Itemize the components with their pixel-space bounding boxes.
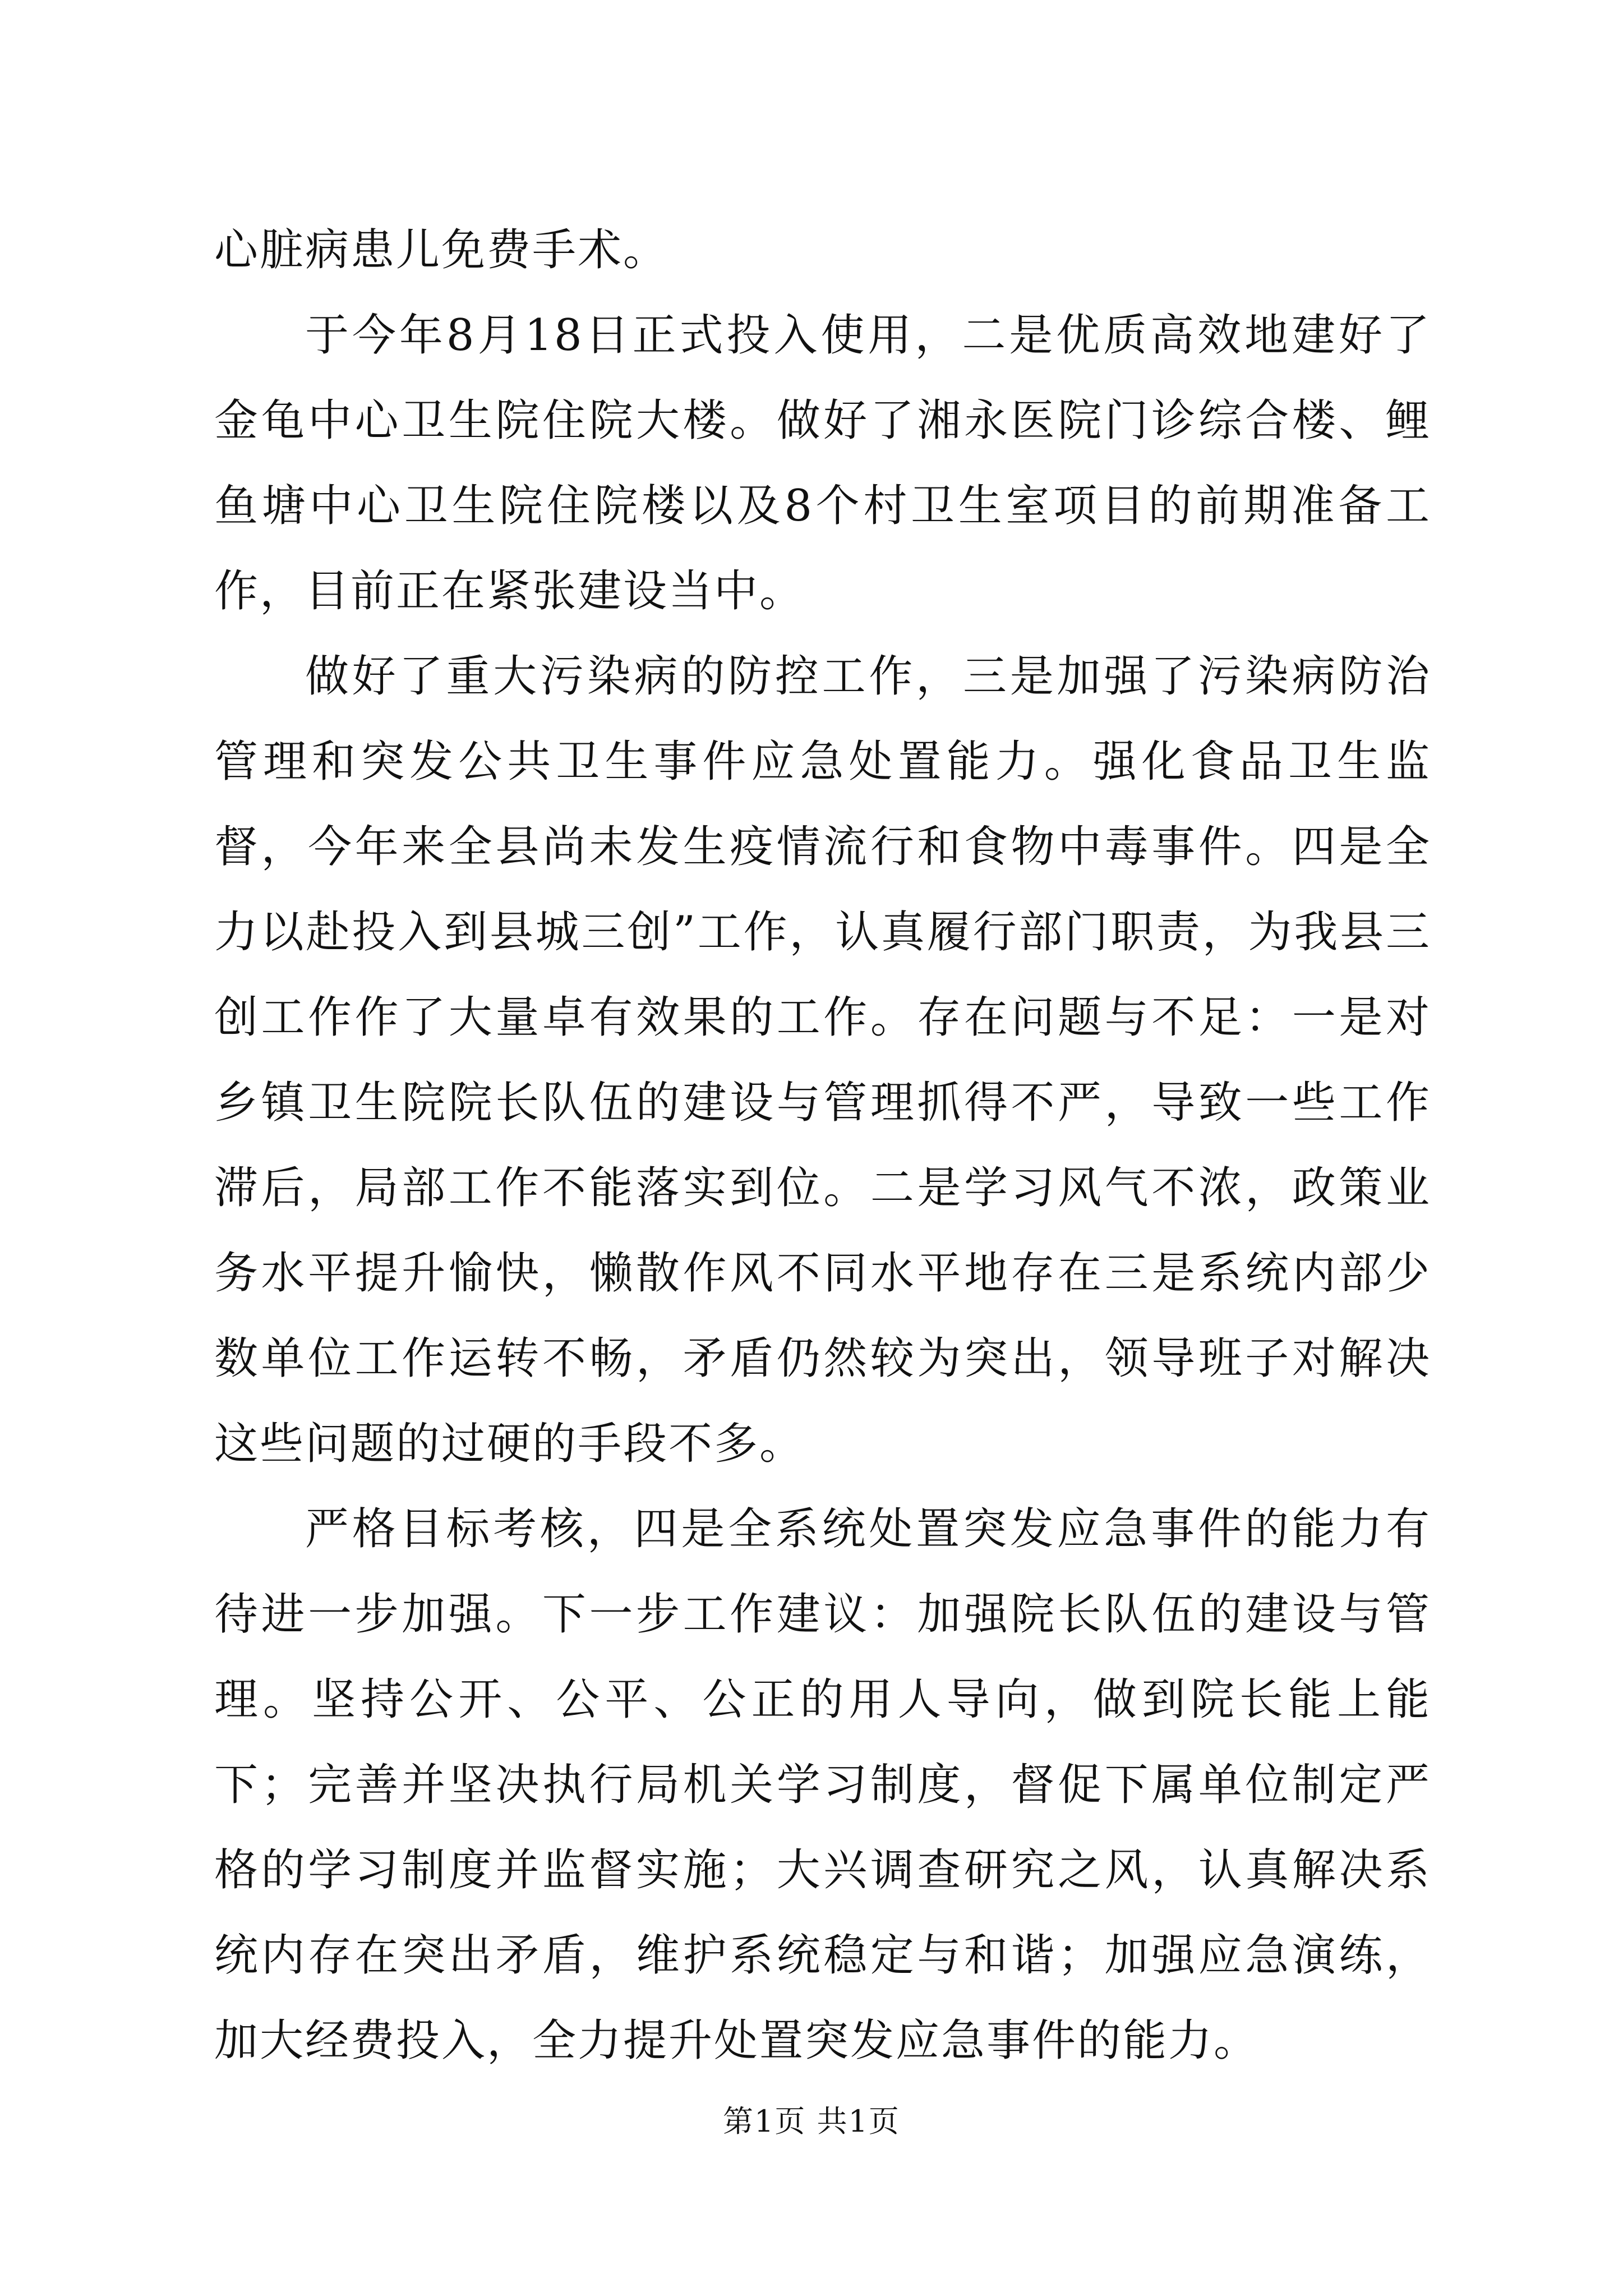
page-number-footer: 第1页 共1页 — [723, 2104, 900, 2139]
paragraph-2: 于今年8月18日正式投入使用，二是优质高效地建好了金龟中心卫生院住院大楼。做好了湘永医院门诊综合楼、鲤鱼塘中心卫生院住院楼以及8个村卫生室项目的前期准备工作，目前正在紧张建设当中。 — [214, 310, 1431, 616]
paragraph-4: 严格目标考核，四是全系统处置突发应急事件的能力有待进一步加强。下一步工作建议：加强院长队伍的建设与管理。坚持公开、公平、公正的用人导向，做到院长能上能下；完善并坚决执行局机关学习制度，督促下属单位制定严格的学习制度并监督实施；大兴调查研究之风，认真解决系统内存在突出矛盾，维护系统稳定与和谐；加强应急演练，加大经费投入，全力提升处置突发应急事件的能力。 — [214, 1504, 1431, 2066]
document-body — [214, 208, 1431, 2083]
paragraph-3: 做好了重大污染病的防控工作，三是加强了污染病防治管理和突发公共卫生事件应急处置能力。强化食品卫生监督，今年来全县尚未发生疫情流行和食物中毒事件。四是全力以赴投入到县城三创”工作，认真履行部门职责，为我县三创工作作了大量卓有效果的工作。存在问题与不足：一是对乡镇卫生院院长队伍的建设与管理抓得不严，导致一些工作滞后，局部工作不能落实到位。二是学习风气不浓，政策业务水平提升愉快，懒散作风不同水平地存在三是系统内部少数单位工作运转不畅，矛盾仍然较为突出，领导班子对解决这些问题的过硬的手段不多。 — [214, 651, 1431, 1469]
paragraph-1: 心脏病患儿免费手术。 — [214, 225, 669, 275]
